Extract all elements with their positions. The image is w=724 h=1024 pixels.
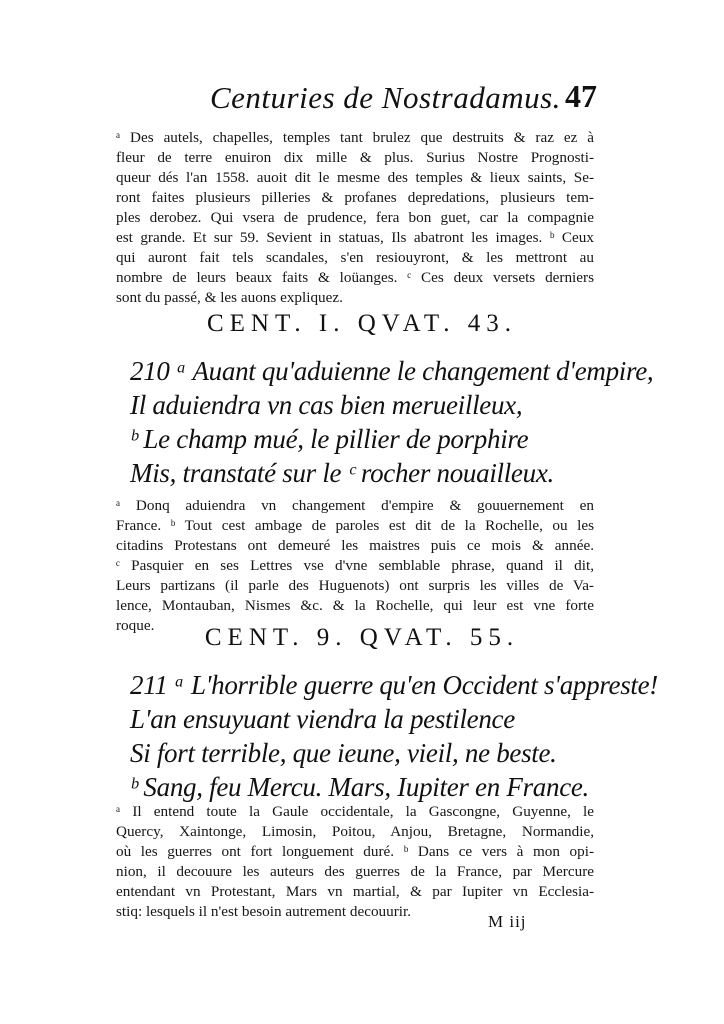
commentary-line: ᵃ Des autels, chapelles, temples tant brulez que destruits & raz ez à [116,129,594,146]
verse-line: 211 ᵃ L'horrible guerre qu'en Occident s'appreste! [130,670,658,700]
commentary-section-2 [116,802,594,922]
commentary-line: ᵃ Donq aduiendra vn changement d'empire & gouuernement en [116,497,594,514]
verse-line: Il aduiendra vn cas bien merueilleux, [130,390,523,420]
commentary-line: France. ᵇ Tout cest ambage de paroles est dit de la Rochelle, ou les [116,517,594,534]
commentary-line: Leurs partizans (il parle des Huguenots) ont surpris les villes de Va- [116,577,594,594]
verse-line: ᵇ Le champ mué, le pillier de porphire [130,424,529,454]
commentary-line: ᶜ Pasquier en ses Lettres vse d'vne semblable phrase, quand il dit, [116,557,594,574]
verse-line: Si fort terrible, que ieune, vieil, ne beste. [130,738,557,768]
commentary-line: citadins Protestans ont demeuré les maistres puis ce mois & année. [116,537,594,554]
verse-line: L'an ensuyuant viendra la pestilence [130,704,515,734]
commentary-line: entendant vn Protestant, Mars vn martial, & par Iupiter vn Ecclesia- [116,883,594,900]
commentary-line: où les guerres ont fort longuement duré. ᵇ Dans ce vers à mon opi- [116,843,594,860]
verse-line: Mis, transtaté sur le ᶜ rocher nouailleux. [130,458,554,488]
quatrain-210 [130,354,654,490]
commentary-line: stiq: lesquels il n'est besoin autrement decouurir. [116,903,412,920]
commentary-line: ᵃ Il entend toute la Gaule occidentale, la Gascongne, Guyenne, le [116,803,594,820]
section-heading-cent-9: CENT. 9. QVAT. 55. [204,624,520,651]
commentary-line: roque. [116,617,155,634]
commentary-line: est grande. Et sur 59. Sevient in statuas, Ils abatront les images. ᵇ Ceux [116,229,594,246]
commentary-line: queur dés l'an 1558. auoit dit le mesme des temples & lieux saints, Se- [116,169,594,186]
commentary-line: sont du passé, & les auons expliquez. [116,289,343,306]
commentary-line: lence, Montauban, Nismes &c. & la Rochelle, qui leur est vne forte [116,597,594,614]
commentary-line: nion, il decouure les auteurs des guerres de la France, par Mercure [116,863,594,880]
running-title: Centuries de Nostradamus. [210,80,561,115]
commentary-line: ront faites plusieurs pilleries & profanes depredations, plusieurs tem- [116,189,594,206]
signature-mark: M iij [488,912,527,931]
commentary-line: ples derobez. Qui vsera de prudence, fera bon guet, car la compagnie [116,209,594,226]
quatrain-211 [130,668,658,804]
commentary-line: Quercy, Xaintonge, Limosin, Poitou, Anjou, Bretagne, Normandie, [116,823,594,840]
commentary-section-1 [116,496,594,636]
page-header [210,78,610,122]
commentary-line: qui auront fait tels scandales, s'en resiouyront, & les mettront au [116,249,594,266]
commentary-line: nombre de leurs beaux faits & loüanges. ᶜ Ces deux versets derniers [116,269,594,286]
commentary-line: fleur de terre enuiron dix mille & plus. Surius Nostre Prognosti- [116,149,594,166]
verse-line: ᵇ Sang, feu Mercu. Mars, Iupiter en France. [130,772,590,802]
section-heading-cent-1: CENT. I. QVAT. 43. [206,310,518,337]
page-number: 47 [565,78,597,114]
verse-line: 210 ᵃ Auant qu'aduienne le changement d'empire, [130,356,654,386]
commentary-top [116,128,594,308]
